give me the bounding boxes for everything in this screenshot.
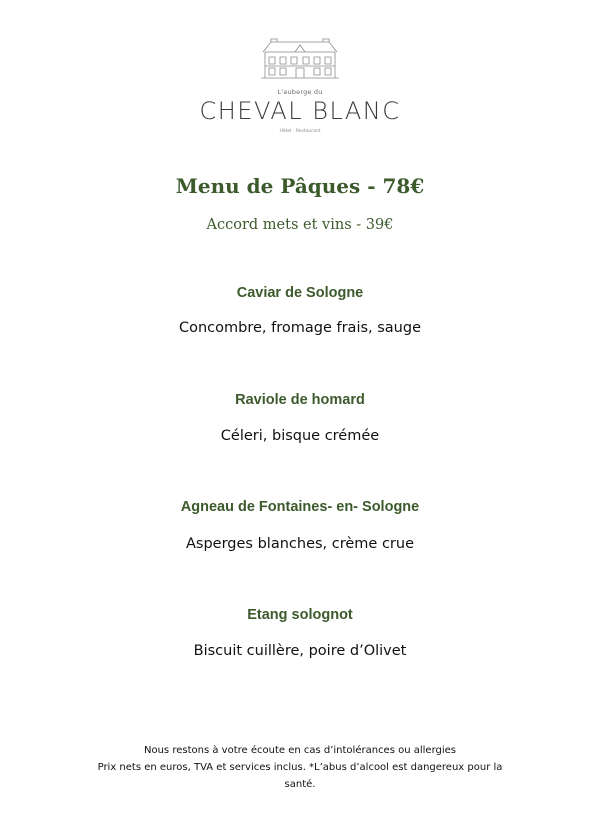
course-name-2: Raviole de homard xyxy=(235,392,365,408)
course-description-3: Asperges blanches, crème crue xyxy=(186,536,414,552)
footer-allergy-note: Nous restons à votre écoute en cas d’intolérances ou allergies xyxy=(144,745,456,756)
course-description-1: Concombre, fromage frais, sauge xyxy=(178,320,421,336)
course-description-2: Céleri, bisque crémée xyxy=(220,428,380,444)
menu-subtitle: Accord mets et vins - 39€ xyxy=(206,217,394,233)
logo xyxy=(0,36,600,134)
logo-main-text: CHEVAL BLANC xyxy=(199,97,401,125)
course-name-4: Etang solognot xyxy=(247,607,353,623)
footer-notes xyxy=(90,742,510,793)
logo-small-text: L'auberge du xyxy=(277,88,323,96)
menu-title: Menu de Pâques - 78€ xyxy=(175,174,425,198)
inn-building-icon xyxy=(257,36,343,80)
footer-price-note: Prix nets en euros, TVA et services inclus. *L’abus d’alcool est dangereux pour la santé. xyxy=(97,762,503,790)
logo-tagline: Hôtel - Restaurant xyxy=(279,129,321,134)
course-description-4: Biscuit cuillère, poire d’Olivet xyxy=(193,643,407,659)
course-name-1: Caviar de Sologne xyxy=(236,285,364,301)
course-name-3: Agneau de Fontaines- en- Sologne xyxy=(180,499,420,515)
